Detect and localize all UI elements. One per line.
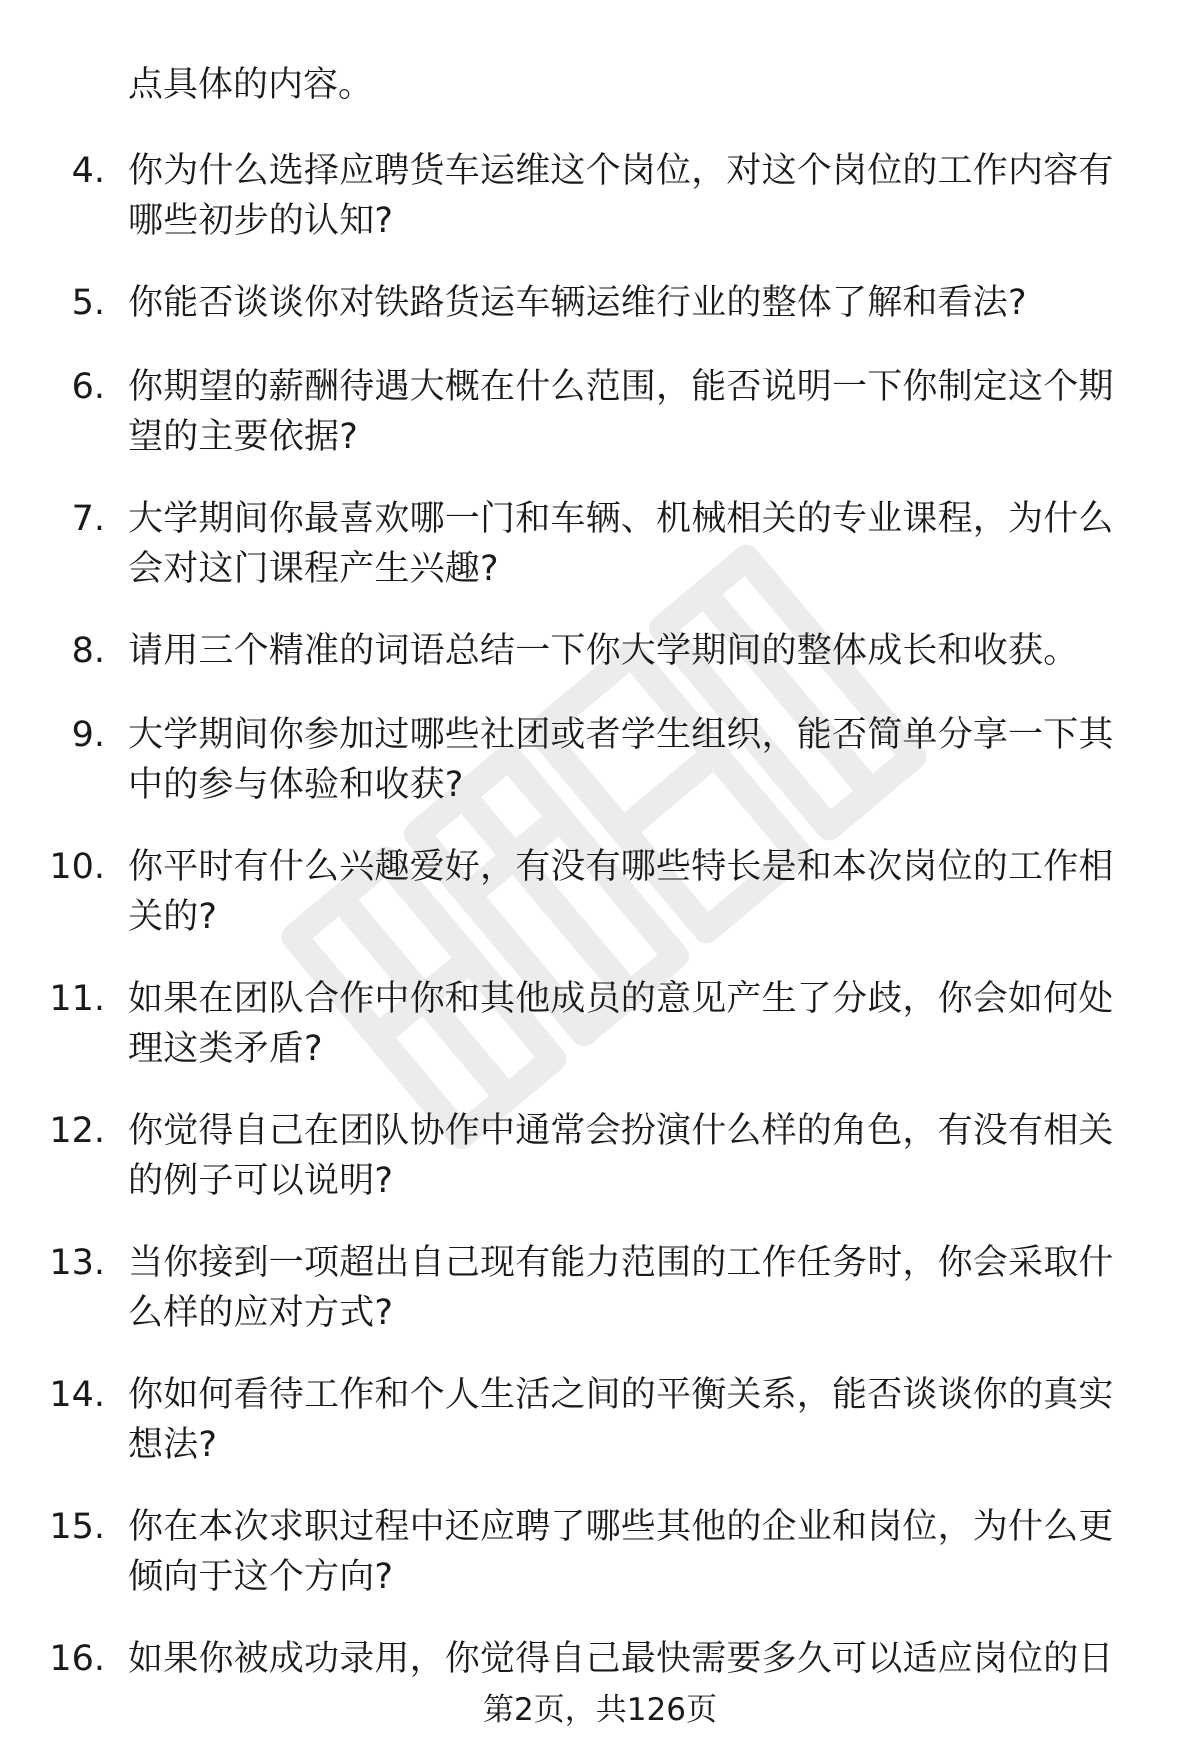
- question-number: 15.: [49, 1507, 105, 1547]
- page-footer: 第2页，共126页: [483, 1692, 717, 1728]
- list-item: [0, 1502, 1200, 1634]
- question-number: 4.: [71, 151, 105, 191]
- question-number: 10.: [49, 847, 105, 887]
- question-number: 11.: [49, 979, 105, 1019]
- list-item: [0, 494, 1200, 626]
- question-text: 你为什么选择应聘货车运维这个岗位，对这个岗位的工作内容有哪些初步的认知?: [128, 151, 1114, 241]
- continuation-text: 点具体的内容。: [128, 65, 374, 105]
- list-item: [0, 710, 1200, 842]
- question-text: 你觉得自己在团队协作中通常会扮演什么样的角色，有没有相关的例子可以说明?: [128, 1111, 1114, 1201]
- question-number: 6.: [71, 367, 105, 407]
- list-item: [0, 1370, 1200, 1502]
- list-item: [0, 626, 1200, 710]
- question-text: 你平时有什么兴趣爱好，有没有哪些特长是和本次岗位的工作相关的?: [128, 847, 1114, 937]
- list-item: [0, 146, 1200, 278]
- question-number: 9.: [71, 715, 105, 755]
- list-item: [0, 278, 1200, 362]
- question-text: 你期望的薪酬待遇大概在什么范围，能否说明一下你制定这个期望的主要依据?: [128, 367, 1114, 457]
- question-number: 16.: [49, 1639, 105, 1679]
- question-text: 大学期间你最喜欢哪一门和车辆、机械相关的专业课程，为什么会对这门课程产生兴趣?: [128, 499, 1114, 589]
- question-text: 你能否谈谈你对铁路货运车辆运维行业的整体了解和看法?: [128, 283, 1027, 323]
- question-text: 你在本次求职过程中还应聘了哪些其他的企业和岗位，为什么更倾向于这个方向?: [128, 1507, 1114, 1597]
- question-text: 请用三个精准的词语总结一下你大学期间的整体成长和收获。: [128, 631, 1079, 671]
- question-text: 当你接到一项超出自己现有能力范围的工作任务时，你会采取什么样的应对方式?: [128, 1243, 1114, 1333]
- question-number: 12.: [49, 1111, 105, 1151]
- list-item: [0, 842, 1200, 974]
- question-list: [0, 146, 1200, 1718]
- question-number: 14.: [49, 1375, 105, 1415]
- list-item: [0, 1238, 1200, 1370]
- question-text: 如果在团队合作中你和其他成员的意见产生了分歧，你会如何处理这类矛盾?: [128, 979, 1114, 1069]
- question-text: 如果你被成功录用，你觉得自己最快需要多久可以适应岗位的日: [128, 1639, 1114, 1679]
- question-number: 5.: [71, 283, 105, 323]
- question-text: 大学期间你参加过哪些社团或者学生组织，能否简单分享一下其中的参与体验和收获?: [128, 715, 1114, 805]
- question-number: 13.: [49, 1243, 105, 1283]
- list-item: [0, 1106, 1200, 1238]
- question-text: 你如何看待工作和个人生活之间的平衡关系，能否谈谈你的真实想法?: [128, 1375, 1114, 1465]
- list-item: [0, 974, 1200, 1106]
- question-number: 8.: [71, 631, 105, 671]
- list-item: [0, 362, 1200, 494]
- question-number: 7.: [71, 499, 105, 539]
